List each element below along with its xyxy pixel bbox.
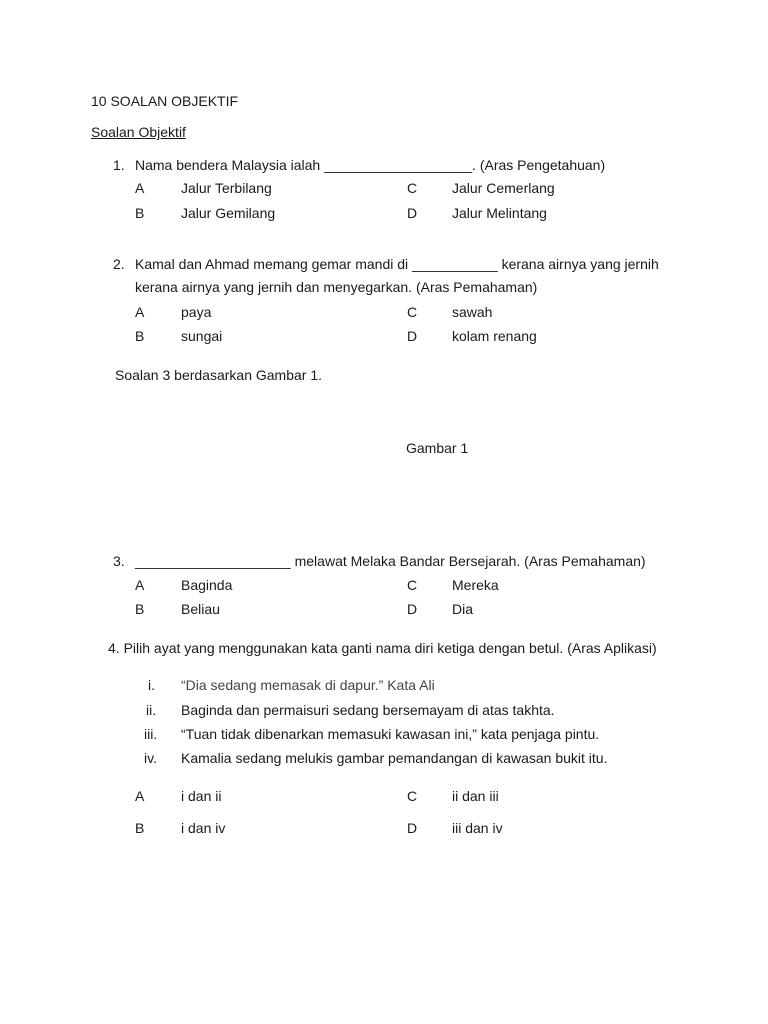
option-text: Beliau — [181, 601, 220, 617]
statement-number: i. — [148, 677, 155, 693]
option-letter: B — [135, 601, 145, 617]
figure-caption: Gambar 1 — [406, 440, 469, 456]
statement-number: iii. — [144, 726, 158, 742]
option-letter: A — [135, 788, 145, 804]
option-letter: C — [407, 304, 418, 320]
option-text: Mereka — [452, 577, 499, 593]
option-text: iii dan iv — [452, 820, 503, 836]
option-text: paya — [181, 304, 212, 320]
option-text: Jalur Melintang — [452, 205, 547, 221]
question-number: 2. — [113, 256, 125, 272]
option-letter: C — [407, 788, 418, 804]
option-letter: B — [135, 205, 145, 221]
statement-text: Baginda dan permaisuri sedang bersemayam di atas takhta. — [181, 702, 555, 718]
option-letter: A — [135, 180, 145, 196]
statement-number: iv. — [144, 750, 157, 766]
question-3-text: ____________________ melawat Melaka Bandar Bersejarah. (Aras Pemahaman) — [135, 553, 646, 569]
option-letter: A — [135, 577, 145, 593]
option-letter: D — [407, 820, 418, 836]
option-letter: C — [407, 577, 418, 593]
page-title: 10 SOALAN OBJEKTIF — [91, 93, 239, 109]
option-letter: B — [135, 328, 145, 344]
statement-text: “Tuan tidak dibenarkan memasuki kawasan ini,” kata penjaga pintu. — [181, 726, 600, 742]
option-text: Baginda — [181, 577, 233, 593]
option-letter: D — [407, 601, 418, 617]
question-2-line-2: kerana airnya yang jernih dan menyegarkan. (Aras Pemahaman) — [135, 279, 538, 295]
statement-text: Kamalia sedang melukis gambar pemandangan di kawasan bukit itu. — [181, 750, 608, 766]
statement-text: “Dia sedang memasak di dapur.” Kata Ali — [181, 677, 435, 693]
option-text: sungai — [181, 328, 223, 344]
option-text: Jalur Terbilang — [181, 180, 272, 196]
statement-number: ii. — [146, 702, 157, 718]
section-heading: Soalan Objektif — [91, 124, 186, 140]
option-letter: A — [135, 304, 145, 320]
option-text: i dan ii — [181, 788, 222, 804]
option-text: Jalur Gemilang — [181, 205, 276, 221]
figure-intro: Soalan 3 berdasarkan Gambar 1. — [115, 367, 323, 383]
question-number: 1. — [113, 157, 125, 173]
option-text: Jalur Cemerlang — [452, 180, 555, 196]
option-letter: C — [407, 180, 418, 196]
option-text: i dan iv — [181, 820, 226, 836]
option-text: Dia — [452, 601, 474, 617]
option-letter: D — [407, 205, 418, 221]
option-letter: B — [135, 820, 145, 836]
option-text: sawah — [452, 304, 493, 320]
option-text: ii dan iii — [452, 788, 499, 804]
option-text: kolam renang — [452, 328, 537, 344]
question-2-line-1: Kamal dan Ahmad memang gemar mandi di ___________ kerana airnya yang jernih — [135, 256, 659, 272]
question-1-text: Nama bendera Malaysia ialah ___________________. (Aras Pengetahuan) — [135, 157, 606, 173]
option-letter: D — [407, 328, 418, 344]
question-number: 3. — [113, 553, 125, 569]
question-4-text: 4. Pilih ayat yang menggunakan kata ganti nama diri ketiga dengan betul. (Aras Aplikasi) — [108, 640, 657, 656]
